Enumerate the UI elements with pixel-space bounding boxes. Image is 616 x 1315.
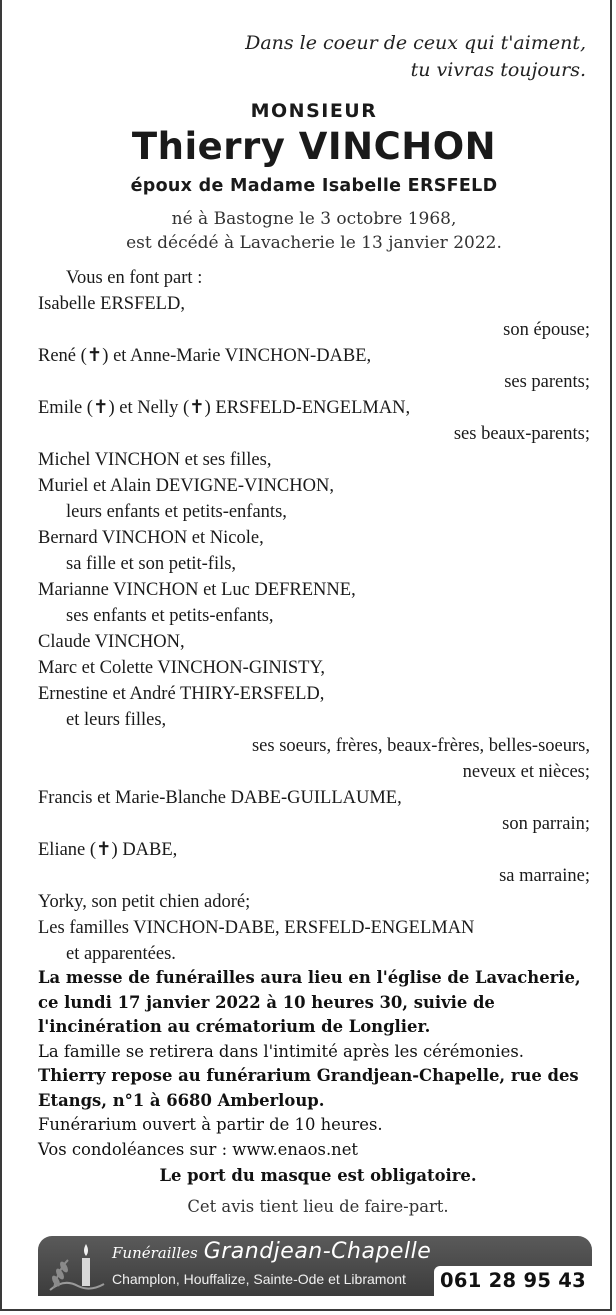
epigraph-line-1: Dans le coeur de ceux qui t'aiment,: [245, 32, 586, 54]
mourner-line: Ernestine et André THIRY-ERSFELD,: [38, 684, 325, 704]
condolences-text: Vos condoléances sur : www.enaos.net: [38, 1139, 359, 1159]
mourner-line: Claude VINCHON,: [38, 632, 185, 652]
death-line: est décédé à Lavacherie le 13 janvier 2022.: [126, 233, 502, 253]
mourner-line: et apparentées.: [66, 944, 176, 964]
mourner-line: son parrain;: [502, 814, 590, 834]
mourner-line: son épouse;: [503, 320, 590, 340]
mourner-line: leurs enfants et petits-enfants,: [66, 502, 287, 522]
spouse-line: époux de Madame Isabelle ERSFELD: [130, 176, 498, 196]
mourner-line: Yorky, son petit chien adoré;: [38, 892, 251, 912]
mourner-line: René (✝) et Anne-Marie VINCHON-DABE,: [38, 346, 372, 366]
mourner-line: sa fille et son petit-fils,: [66, 554, 237, 574]
ceremony-info: [38, 966, 598, 1219]
mourner-line: Vous en font part :: [66, 268, 203, 288]
mourner-line: et leurs filles,: [66, 710, 167, 730]
funeral-mass-text: La messe de funérailles aura lieu en l'église de Lavacherie, ce lundi 17 janvier 2022 à 10 heures 30, suivie de l'incinération au crématorium de Longlier.: [38, 968, 581, 1036]
brand-prefix: Funérailles: [112, 1244, 198, 1262]
mourner-line: Isabelle ERSFELD,: [38, 294, 185, 314]
mourner-line: neveux et nièces;: [462, 762, 590, 782]
mourner-line: Eliane (✝) DABE,: [38, 840, 178, 860]
funeral-home-locations: Champlon, Houffalize, Sainte-Ode et Libramont: [112, 1271, 406, 1287]
mourner-line: Muriel et Alain DEVIGNE-VINCHON,: [38, 476, 334, 496]
candle-wheat-logo-icon: [44, 1240, 108, 1294]
mourner-line: Emile (✝) et Nelly (✝) ERSFELD-ENGELMAN,: [38, 398, 411, 418]
birth-death-info: [38, 207, 590, 255]
opening-hours-text: Funérarium ouvert à partir de 10 heures.: [38, 1115, 383, 1134]
mourner-line: Bernard VINCHON et Nicole,: [38, 528, 264, 548]
mourner-line: Marc et Colette VINCHON-GINISTY,: [38, 658, 326, 678]
mourner-line: ses beaux-parents;: [453, 424, 590, 444]
funeral-home-banner: [38, 1236, 592, 1296]
notice-tagline: Cet avis tient lieu de faire-part.: [187, 1196, 449, 1216]
epigraph-line-2: tu vivras toujours.: [410, 59, 586, 81]
brand-name: Grandjean-Chapelle: [203, 1239, 432, 1264]
family-privacy-text: La famille se retirera dans l'intimité après les cérémonies.: [38, 1041, 524, 1061]
mourner-line: ses enfants et petits-enfants,: [66, 606, 274, 626]
deceased-name: Thierry VINCHON: [131, 125, 497, 168]
phone-number[interactable]: 061 28 95 43: [434, 1266, 592, 1296]
mourner-line: Marianne VINCHON et Luc DEFRENNE,: [38, 580, 356, 600]
funeral-home-brand: [112, 1239, 431, 1264]
civility: MONSIEUR: [250, 100, 378, 122]
funeral-home-rest-text: Thierry repose au funérarium Grandjean-Chapelle, rue des Etangs, n°1 à 6680 Amberloup.: [38, 1066, 579, 1110]
mourner-line: ses parents;: [504, 372, 590, 392]
mourner-line: Les familles VINCHON-DABE, ERSFELD-ENGELMAN: [38, 918, 475, 938]
mask-notice: Le port du masque est obligatoire.: [159, 1166, 477, 1185]
mourner-line: Michel VINCHON et ses filles,: [38, 450, 272, 470]
epigraph: [245, 30, 586, 84]
mourner-line: Francis et Marie-Blanche DABE-GUILLAUME,: [38, 788, 402, 808]
mourners-list: [38, 265, 590, 967]
mourner-line: sa marraine;: [499, 866, 590, 886]
birth-line: né à Bastogne le 3 octobre 1968,: [171, 209, 457, 229]
mourner-line: ses soeurs, frères, beaux-frères, belles-soeurs,: [251, 736, 590, 756]
